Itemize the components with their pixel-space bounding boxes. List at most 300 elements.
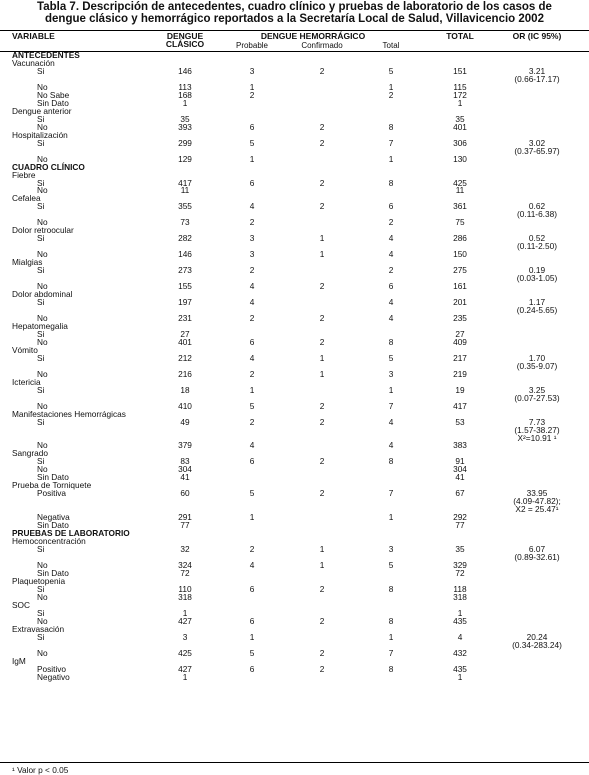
table-row [0, 89, 589, 100]
cell-dc: 129 [178, 153, 192, 164]
row-label: No [37, 400, 48, 411]
row-label: Sangrado [12, 448, 48, 459]
cell-tot: 27 [455, 328, 465, 339]
cell-tot: 235 [453, 312, 467, 323]
cell-tot: 219 [453, 368, 467, 379]
cell-p: 1 [249, 512, 255, 523]
header-variable: VARIABLE [12, 31, 55, 41]
cell-p: 1 [249, 81, 255, 92]
cell-or: (0.11-2.50) [517, 241, 557, 252]
row-label: Negativa [37, 512, 70, 523]
cell-dc: 216 [178, 368, 192, 379]
cell-c: 2 [319, 137, 325, 148]
row-label: No [37, 464, 48, 475]
cell-dc: 231 [178, 312, 192, 323]
cell-tot: 435 [453, 615, 467, 626]
cell-dc: 1 [182, 607, 188, 618]
cell-or: (0.11-6.38) [517, 209, 557, 220]
cell-tot: 304 [453, 464, 467, 475]
cell-or: (0.37-65.97) [514, 145, 560, 156]
header-dengue-clasico-1: DENGUE [166, 31, 204, 41]
row-label: No [37, 560, 48, 570]
cell-tot: 91 [455, 456, 465, 467]
table-row [0, 360, 589, 371]
row-label: Sin Dato [37, 97, 69, 108]
cell-c: 2 [319, 336, 325, 347]
cell-p: 6 [249, 615, 255, 626]
cell-dc: 379 [178, 440, 192, 451]
cell-tot: 67 [455, 488, 465, 499]
row-label: Positiva [37, 488, 67, 499]
cell-dc: 168 [178, 89, 192, 100]
cell-t: 3 [388, 368, 394, 379]
cell-dc: 318 [178, 591, 192, 602]
row-label: Si [37, 416, 45, 427]
table-row [0, 73, 589, 84]
row-label: No [37, 368, 48, 379]
row-label: Si [37, 544, 45, 555]
row-label: Si [37, 233, 45, 244]
table-row [0, 623, 589, 634]
table-row [0, 583, 589, 594]
cell-tot: 72 [455, 567, 465, 578]
cell-dc: 273 [178, 265, 192, 276]
cell-dc: 197 [178, 297, 192, 308]
row-label: Si [37, 607, 45, 618]
cell-or: 6.07 [528, 544, 546, 555]
table-row [0, 671, 589, 682]
section-row [0, 530, 589, 538]
table-row [0, 392, 589, 403]
cell-p: 4 [249, 352, 255, 363]
cell-dc: 324 [178, 560, 192, 570]
table-row [0, 458, 589, 466]
row-label: Si [37, 384, 45, 395]
row-label: No [37, 647, 48, 658]
section-label: CUADRO CLÍNICO [12, 161, 85, 172]
cell-tot: 286 [453, 233, 467, 244]
row-label: Cefalea [12, 193, 41, 204]
cell-p: 3 [249, 249, 255, 260]
cell-t: 8 [388, 177, 394, 188]
cell-p: 4 [249, 560, 255, 570]
table-row [0, 312, 589, 323]
cell-t: 8 [388, 121, 394, 132]
cell-tot: 150 [453, 249, 467, 260]
cell-or: 3.25 [528, 384, 546, 395]
table-row [0, 121, 589, 132]
cell-tot: 275 [453, 265, 467, 276]
cell-t: 6 [388, 201, 394, 212]
cell-or: (0.24-5.65) [516, 305, 558, 315]
table-row [0, 655, 589, 666]
table-row [0, 219, 589, 227]
cell-dc: 73 [180, 217, 190, 228]
cell-c: 1 [319, 249, 325, 260]
cell-tot: 161 [453, 281, 467, 292]
cell-dc: 18 [180, 384, 190, 395]
row-label: Dolor abdominal [12, 289, 73, 300]
cell-tot: 118 [453, 583, 467, 594]
cell-or: (4.09-47.82); [513, 496, 561, 507]
cell-t: 8 [388, 456, 394, 467]
cell-dc: 146 [178, 65, 192, 76]
table-row [0, 81, 589, 92]
table-row [0, 177, 589, 188]
cell-dc: 83 [180, 456, 190, 467]
title-line-1: Tabla 7. Descripción de antecedentes, cuadro clínico y pruebas de laboratorio de los casos de [37, 1, 552, 13]
cell-tot: 35 [455, 544, 465, 555]
row-label: Si [37, 265, 45, 276]
header-or: OR (IC 95%) [512, 31, 562, 41]
cell-c: 2 [319, 201, 325, 212]
cell-p: 4 [249, 201, 255, 212]
cell-tot: 151 [453, 65, 467, 76]
cell-dc: 1 [182, 671, 188, 682]
cell-dc: 299 [178, 137, 192, 148]
header-total: TOTAL [446, 31, 474, 41]
cell-t: 4 [388, 249, 394, 260]
table-body [0, 52, 589, 682]
cell-p: 6 [249, 336, 255, 347]
row-label: Si [37, 631, 45, 642]
cell-tot: 4 [457, 631, 463, 642]
row-label: Sin Dato [37, 472, 69, 483]
cell-p: 2 [249, 368, 255, 379]
cell-p: 2 [249, 544, 255, 555]
row-label: Extravasación [12, 623, 65, 634]
cell-dc: 146 [178, 249, 192, 260]
cell-tot: 75 [455, 217, 465, 228]
row-label: Negativo [37, 671, 70, 682]
table-row [0, 639, 589, 650]
row-label: No [37, 615, 48, 626]
cell-p: 2 [249, 416, 255, 427]
cell-p: 4 [249, 281, 255, 292]
cell-t: 4 [388, 312, 394, 323]
cell-c: 1 [319, 352, 325, 363]
row-label: Si [37, 177, 45, 188]
cell-tot: 1 [457, 671, 463, 682]
table-row [0, 243, 589, 251]
table-row [0, 336, 589, 347]
table-row [0, 259, 589, 267]
cell-tot: 201 [453, 297, 467, 308]
cell-tot: 318 [453, 591, 467, 602]
cell-or: (0.07-27.53) [514, 392, 560, 403]
table-row [0, 233, 589, 252]
row-label: Vómito [12, 344, 38, 355]
cell-p: 5 [249, 488, 255, 499]
section-label: ANTECEDENTES [12, 50, 80, 60]
cell-dc: 304 [178, 464, 192, 475]
cell-t: 6 [388, 281, 394, 292]
cell-p: 2 [249, 265, 255, 276]
cell-or: 33.95 [526, 488, 548, 499]
cell-tot: 35 [455, 113, 465, 124]
table-row [0, 145, 589, 156]
cell-dc: 401 [178, 336, 192, 347]
cell-tot: 409 [453, 336, 467, 347]
row-label: Positivo [37, 663, 67, 674]
cell-dc: 427 [178, 615, 192, 626]
table-row [0, 211, 589, 219]
table-row [0, 663, 589, 674]
row-label: Si [37, 297, 45, 308]
table-row [0, 450, 589, 458]
row-label: Sin Dato [37, 520, 69, 531]
cell-or: X²=10.91 ¹ [517, 432, 557, 443]
cell-dc: 410 [178, 400, 192, 411]
cell-tot: 401 [453, 121, 467, 132]
table-row [0, 591, 589, 602]
table-row [0, 291, 589, 299]
cell-dc: 27 [180, 328, 190, 339]
cell-p: 6 [249, 583, 255, 594]
table-row [0, 265, 589, 284]
row-label: Vacunación [12, 57, 55, 68]
table-row [0, 562, 589, 570]
table-row [0, 169, 589, 180]
cell-dc: 282 [178, 233, 192, 244]
cell-or: 1.70 [528, 352, 546, 363]
cell-p: 1 [249, 384, 255, 395]
row-label: Si [37, 201, 45, 212]
cell-dc: 291 [178, 512, 192, 523]
table-row [0, 297, 589, 315]
row-label: No [37, 81, 48, 92]
cell-tot: 432 [453, 647, 467, 658]
cell-t: 5 [388, 352, 394, 363]
table-row [0, 615, 589, 626]
cell-tot: 306 [453, 137, 467, 148]
cell-p: 4 [249, 440, 255, 451]
row-label: IgM [12, 655, 26, 666]
row-label: SOC [12, 599, 30, 610]
row-label: No [37, 336, 48, 347]
cell-c: 1 [319, 233, 325, 244]
table-bottom-rule [0, 762, 589, 763]
cell-dc: 427 [178, 663, 192, 674]
row-label: Si [37, 456, 45, 467]
row-label: No [37, 185, 48, 196]
cell-tot: 172 [453, 89, 467, 100]
cell-c: 2 [319, 488, 325, 499]
cell-dc: 35 [180, 113, 190, 124]
cell-or: X2 = 25.47¹ [515, 504, 559, 515]
row-label: Plaquetopenia [12, 575, 66, 586]
cell-c: 2 [319, 65, 325, 76]
table-row [0, 482, 589, 490]
cell-dc: 212 [178, 352, 192, 363]
cell-p: 2 [249, 89, 255, 100]
header-total-sub: Total [382, 41, 400, 50]
row-label: No [37, 591, 48, 602]
table-row [0, 153, 589, 164]
cell-tot: 425 [453, 177, 467, 188]
table-row [0, 567, 589, 578]
cell-t: 5 [388, 560, 394, 570]
cell-c: 2 [319, 281, 325, 292]
cell-tot: 217 [453, 352, 467, 363]
table-row [0, 432, 589, 443]
table-row [0, 506, 589, 514]
cell-dc: 72 [180, 567, 190, 578]
cell-p: 4 [249, 297, 255, 308]
cell-p: 1 [249, 153, 255, 164]
cell-tot: 115 [453, 81, 467, 92]
table-row [0, 113, 589, 124]
cell-tot: 41 [455, 472, 465, 483]
cell-c: 2 [319, 400, 325, 411]
cell-p: 6 [249, 177, 255, 188]
table-title [0, 1, 589, 25]
cell-p: 2 [249, 217, 255, 228]
cell-or: (0.66-17.17) [514, 73, 560, 84]
cell-t: 1 [388, 153, 394, 164]
cell-tot: 53 [455, 416, 465, 427]
row-label: Si [37, 352, 45, 363]
cell-c: 1 [319, 544, 325, 555]
table-row [0, 416, 589, 443]
cell-t: 4 [388, 233, 394, 244]
row-label: Si [37, 65, 45, 76]
header-probable: Probable [235, 41, 269, 50]
table-row [0, 137, 589, 156]
row-label: Si [37, 328, 45, 339]
table-row [0, 65, 589, 84]
section-row [0, 52, 589, 60]
cell-dc: 41 [180, 472, 190, 483]
cell-dc: 49 [180, 416, 190, 427]
cell-tot: 77 [455, 520, 465, 531]
cell-c: 2 [319, 647, 325, 658]
row-label: No Sabe [37, 89, 70, 100]
cell-tot: 11 [455, 185, 465, 196]
cell-c: 2 [319, 456, 325, 467]
cell-c: 1 [319, 368, 325, 379]
cell-or: 3.21 [528, 65, 546, 76]
cell-t: 4 [388, 297, 394, 308]
cell-p: 2 [249, 312, 255, 323]
cell-t: 1 [388, 81, 394, 92]
cell-t: 8 [388, 583, 394, 594]
table-row [0, 631, 589, 650]
cell-p: 1 [249, 631, 255, 642]
cell-p: 6 [249, 121, 255, 132]
cell-tot: 361 [453, 201, 467, 212]
row-label: Ictericia [12, 376, 41, 387]
cell-c: 2 [319, 312, 325, 323]
table-row [0, 575, 589, 586]
cell-t: 1 [388, 631, 394, 642]
section-label: PRUEBAS DE LABORATORIO [12, 528, 130, 539]
table-row [0, 607, 589, 618]
table-row [0, 599, 589, 610]
table-row [0, 488, 589, 515]
cell-dc: 393 [178, 121, 192, 132]
row-label: Mialgias [12, 257, 43, 268]
cell-t: 1 [388, 384, 394, 395]
cell-tot: 1 [457, 607, 463, 618]
cell-t: 2 [388, 265, 394, 276]
table-row [0, 97, 589, 108]
section-row [0, 161, 589, 172]
row-label: Manifestaciones Hemorrágicas [12, 408, 126, 419]
table-row [0, 105, 589, 116]
cell-or: 20.24 [526, 631, 548, 642]
cell-dc: 11 [180, 185, 190, 196]
table-row [0, 498, 589, 506]
cell-c: 2 [319, 663, 325, 674]
cell-dc: 77 [180, 520, 190, 531]
table-row [0, 187, 589, 195]
cell-dc: 60 [180, 488, 190, 499]
cell-or: (0.89-32.61) [514, 552, 560, 563]
cell-t: 7 [388, 488, 394, 499]
table-row [0, 442, 589, 450]
cell-dc: 155 [178, 281, 192, 292]
cell-or: (0.34-283.24) [512, 639, 562, 650]
row-label: Fiebre [12, 169, 36, 180]
table-row [0, 376, 589, 387]
row-label: Dengue anterior [12, 105, 72, 116]
row-label: No [37, 281, 48, 292]
cell-p: 5 [249, 400, 255, 411]
cell-tot: 292 [453, 512, 467, 523]
row-label: Hepatomegalia [12, 320, 68, 331]
row-label: Dolor retroocular [12, 225, 74, 236]
cell-t: 7 [388, 647, 394, 658]
row-label: Sin Dato [37, 567, 69, 578]
header-dengue-hemorragico: DENGUE HEMORRÁGICO [260, 31, 366, 41]
table-row [0, 424, 589, 435]
cell-dc: 113 [178, 81, 192, 92]
cell-or: 3.02 [528, 137, 546, 148]
row-label: No [37, 249, 48, 260]
header-dengue-clasico-2: CLÁSICO [165, 39, 205, 49]
cell-t: 2 [388, 217, 394, 228]
cell-t: 8 [388, 615, 394, 626]
cell-dc: 1 [182, 97, 188, 108]
header-confirmado: Confirmado [301, 41, 343, 50]
table-header [0, 30, 589, 52]
cell-tot: 1 [457, 97, 463, 108]
row-label: No [37, 312, 48, 323]
cell-or: (0.03-1.05) [516, 273, 558, 284]
cell-or: 1.17 [528, 297, 546, 308]
row-label: No [37, 153, 48, 164]
cell-or: 0.62 [528, 201, 546, 212]
table-row [0, 514, 589, 522]
cell-dc: 425 [178, 647, 192, 658]
table-row [0, 554, 589, 562]
cell-c: 2 [319, 583, 325, 594]
cell-or: 0.19 [528, 265, 546, 276]
table-row [0, 251, 589, 259]
cell-p: 3 [249, 233, 255, 244]
table-row [0, 538, 589, 546]
row-label: No [37, 217, 48, 228]
cell-or: (0.35-9.07) [516, 360, 558, 371]
cell-tot: 417 [453, 400, 467, 411]
cell-tot: 329 [453, 560, 467, 570]
cell-p: 5 [249, 647, 255, 658]
cell-t: 7 [388, 400, 394, 411]
table-row [0, 647, 589, 658]
cell-tot: 19 [455, 384, 465, 395]
cell-t: 7 [388, 137, 394, 148]
